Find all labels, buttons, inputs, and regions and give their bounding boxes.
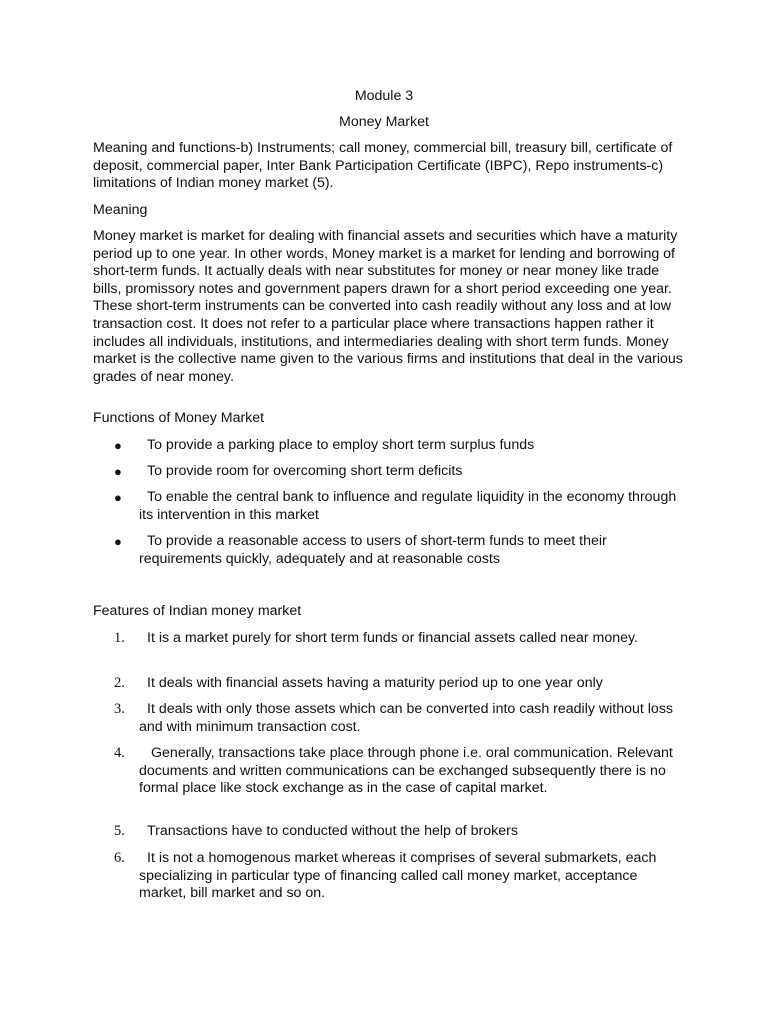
feature-item: It deals with only those assets which can be converted into cash readily without loss and with minimum transaction cost. [139,701,674,735]
module-number: Module 3 [354,88,414,104]
bullet-icon: ● [114,464,122,479]
syllabus-paragraph: Meaning and functions-b) Instruments; call money, commercial bill, treasury bill, certificate of deposit, commercial paper, Inter Bank Participation Certificate (IBPC), Repo instruments-c) limitations of Indian money market (5). [93,140,673,192]
feature-item: Generally, transactions take place through phone i.e. oral communication. Relevant documents and written communications can be exchanged subsequently there is no formal place like stock exchange as in the case of capital market. [139,745,673,797]
feature-item: Transactions have to conducted without the help of brokers [147,823,518,839]
feature-item: It deals with financial assets having a maturity period up to one year only [147,675,603,691]
bullet-icon: ● [114,534,122,549]
function-item: To provide a reasonable access to users of short-term funds to meet their requirements quickly, adequately and at reasonable costs [139,533,607,567]
bullet-icon: ● [114,490,122,505]
meaning-paragraph: Money market is market for dealing with financial assets and securities which have a maturity period up to one year. In other words, Money market is a market for lending and borrowing of short-term funds. It actually deals with near substitutes for money or near money like trade bills, promissory notes and government papers drawn for a short period exceeding one year. These short-term instruments can be converted into cash readily without any loss and at low transaction cost. It does not refer to a particular place where transactions happen rather it includes all individuals, institutions, and intermediaries dealing with short term funds. Money market is the collective name given to the various firms and institutions that deal in the various grades of near money. [93,228,683,385]
page-title: Money Market [339,114,429,130]
bullet-icon: ● [114,438,122,453]
item-number: 6. [114,850,125,866]
function-item: To enable the central bank to influence and regulate liquidity in the economy through its intervention in this market [139,489,677,523]
feature-item: It is a market purely for short term funds or financial assets called near money. [147,630,638,646]
functions-heading: Functions of Money Market [93,410,265,426]
function-item: To provide a parking place to employ short term surplus funds [147,437,535,453]
item-number: 5. [114,823,125,839]
item-number: 4. [114,745,125,761]
item-number: 2. [114,675,125,691]
item-number: 1. [114,630,125,646]
feature-item: It is not a homogenous market whereas it comprises of several submarkets, each specializing in particular type of financing called call money market, acceptance market, bill market and so on. [139,850,657,902]
item-number: 3. [114,701,125,717]
meaning-heading: Meaning [93,202,148,218]
features-heading: Features of Indian money market [93,603,302,619]
function-item: To provide room for overcoming short term deficits [147,463,463,479]
